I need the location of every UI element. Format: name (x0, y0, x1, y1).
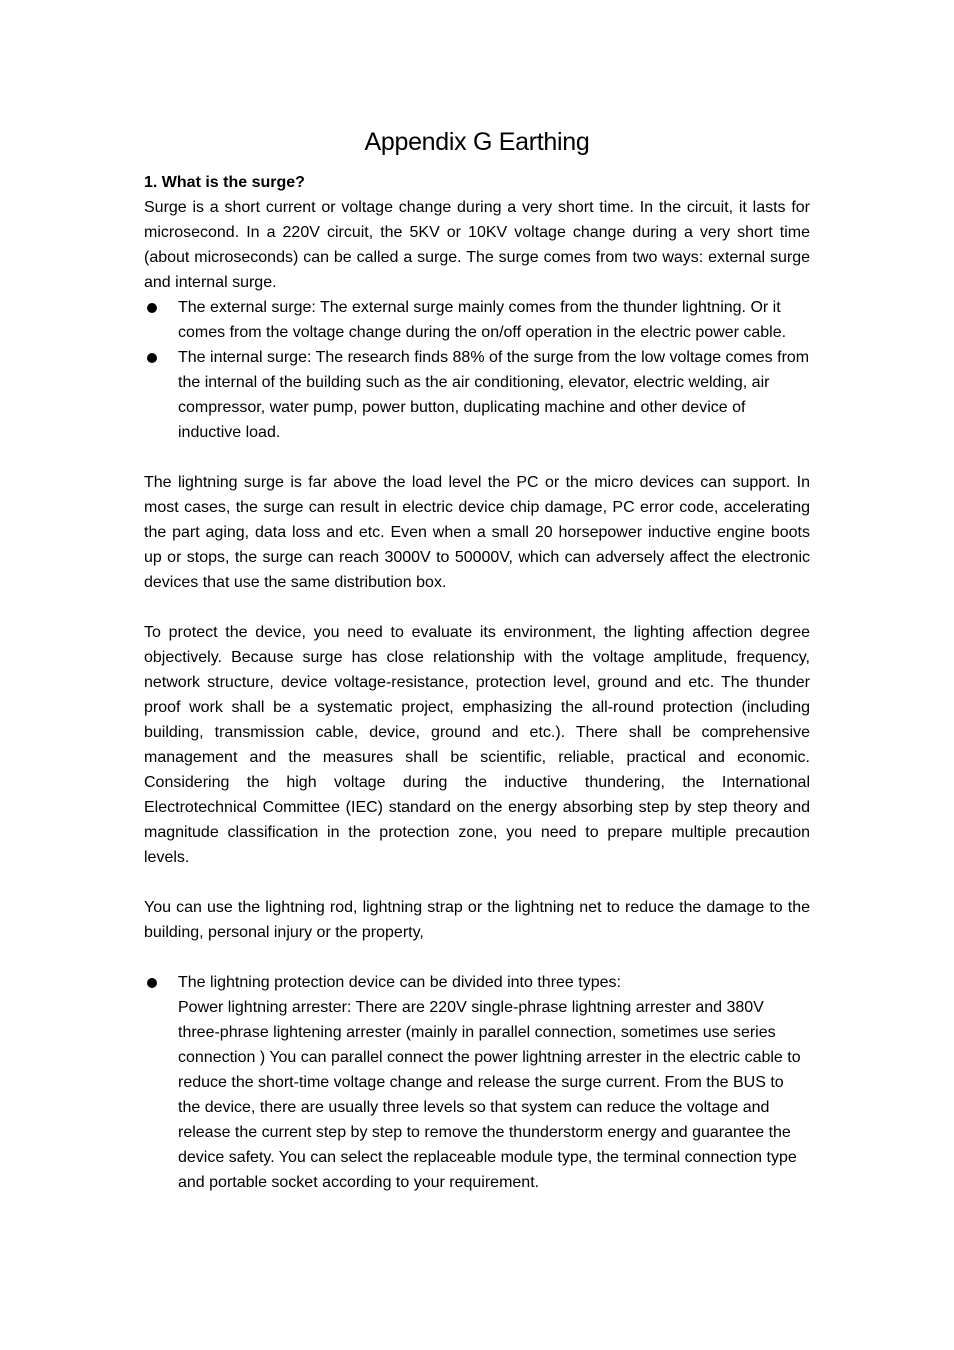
spacer (144, 870, 810, 895)
power-arrester-text: Power lightning arrester: There are 220V single-phrase lightning arrester and 380V three-phrase lightening arrester (mainly in parallel connection, sometimes use series connection ) You can parallel connect the power lightning arrester in the electric cable to reduce the short-time voltage change and release the surge current. From the BUS to the device, there are usually three levels so that system can reduce the voltage and release the current step by step to remove the thunderstorm energy and guarantee the device safety. You can select the replaceable module type, the terminal connection type and portable socket according to your requirement. (178, 999, 801, 1191)
load-level-paragraph: The lightning surge is far above the load level the PC or the micro devices can support. In most cases, the surge can result in electric device chip damage, PC error code, accelerating the part aging, data loss and etc. Even when a small 20 horsepower inductive engine boots up or stops, the surge can reach 3000V to 50000V, which can adversely affect the electronic devices that use the same distribution box. (144, 474, 810, 591)
document-page (144, 124, 810, 1195)
list-item-text: The external surge: The external surge mainly comes from the thunder lightning. Or it comes from the voltage change during the on/off operation in the electric power cable. (178, 299, 787, 341)
list-item (144, 970, 810, 1195)
section-heading: 1. What is the surge? (144, 174, 305, 191)
spacer (144, 595, 810, 620)
list-item (144, 345, 810, 445)
protection-device-list (144, 970, 810, 1195)
protection-paragraph: To protect the device, you need to evaluate its environment, the lighting affection degree objectively. Because surge has close relationship with the voltage amplitude, frequency, network structure, device voltage-resistance, protection level, ground and etc. The thunder proof work shall be a systematic project, emphasizing the all-round protection (including building, transmission cable, device, ground and etc.). There shall be comprehensive management and the measures shall be scientific, reliable, practical and economic. Considering the high voltage during the inductive thundering, the International Electrotechnical Committee (IEC) standard on the energy absorbing step by step theory and magnitude classification in the protection zone, you need to prepare multiple precaution levels. (144, 624, 810, 866)
lightning-rod-paragraph: You can use the lightning rod, lightning strap or the lightning net to reduce the damage to the building, personal injury or the property, (144, 899, 810, 941)
spacer (144, 445, 810, 470)
surge-types-list (144, 295, 810, 445)
list-item (144, 295, 810, 345)
list-item-text: The internal surge: The research finds 88% of the surge from the low voltage comes from the internal of the building such as the air conditioning, elevator, electric welding, air compressor, water pump, power button, duplicating machine and other device of inductive load. (178, 349, 810, 441)
spacer (144, 945, 810, 970)
bullet-icon (147, 353, 157, 363)
protection-device-intro: The lightning protection device can be divided into three types: (178, 974, 621, 991)
bullet-icon (147, 303, 157, 313)
page-title: Appendix G Earthing (364, 128, 590, 156)
bullet-icon (147, 978, 157, 988)
intro-paragraph: Surge is a short current or voltage change during a very short time. In the circuit, it lasts for microsecond. In a 220V circuit, the 5KV or 10KV voltage change during a very short time (about microseconds) can be called a surge. The surge comes from two ways: external surge and internal surge. (144, 199, 810, 291)
